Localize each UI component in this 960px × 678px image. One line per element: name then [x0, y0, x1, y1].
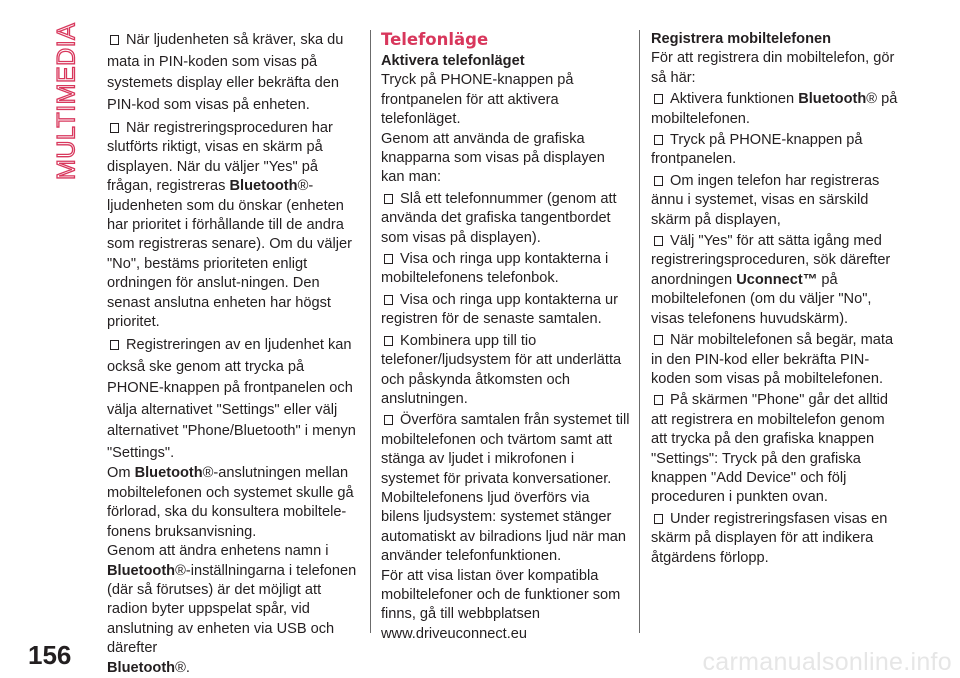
- checkbox-bullet-icon: [384, 194, 393, 204]
- bullet-paragraph: Tryck på PHONE-knappen på frontpanelen.: [651, 132, 863, 168]
- bullet-paragraph: Registreringen av en ljudenhet kan också ske genom att trycka på PHONE-knappen på frontpanelen och välja alternativet "Settings" eller välj alternativet "Phone/Bluetooth" i menyn "Settings".: [107, 337, 356, 461]
- bullet-paragraph: Slå ett telefonnummer (genom att använda det grafiska tangentbordet som visas på displayen).: [381, 190, 617, 246]
- checkbox-bullet-icon: [654, 335, 663, 345]
- checkbox-bullet-icon: [384, 415, 393, 425]
- checkbox-bullet-icon: [384, 254, 393, 264]
- subheading: Aktivera telefonläget: [381, 53, 525, 69]
- bullet-paragraph: Välj "Yes" för att sätta igång med registreringsproceduren, sök därefter anordningen Uconnect™ på mobiltelefonen (om du väljer "No", visas telefonens huvudskärm).: [651, 233, 891, 327]
- body-paragraph: Genom att använda de grafiska knapparna som visas på displayen kan man:: [381, 130, 605, 186]
- checkbox-bullet-icon: [654, 395, 663, 405]
- bullet-paragraph: När registreringsproceduren har slutförts riktigt, visas en skärm på displayen. När du väljer "Yes" på frågan, registreras Bluetooth®-ljudenheten som du önskar (enheten har prioritet i förhållande till de andra som registreras senare). Om du väljer "No", bestäms prioriteten enligt ordningen för anslut-ningen. Den senast anslutna enheten har högst prioritet.: [107, 120, 352, 331]
- column-divider-right: [639, 30, 640, 633]
- bullet-paragraph: På skärmen "Phone" går det alltid att registrera en mobiltelefon genom att trycka på den grafiska knappen "Settings": Tryck på den grafiska knappen "Add Device" och följ proceduren i punkten ovan.: [651, 392, 889, 506]
- body-paragraph: Bluetooth®-inställningarna i telefonen (där så förutses) är det möjligt att radion byter uppspelat spår, vid anslutning av enheten via USB och därefter: [107, 562, 357, 657]
- body-paragraph: Bluetooth®.: [107, 659, 190, 676]
- checkbox-bullet-icon: [110, 340, 119, 350]
- subheading: Registrera mobiltelefonen: [651, 31, 832, 47]
- bullet-paragraph: Visa och ringa upp kontakterna ur registren för de senaste samtalen.: [381, 291, 618, 328]
- body-paragraph: För att visa listan över kompatibla mobiltelefoner och de funktioner som finns, gå till webbplatsen www.driveuconnect.eu: [381, 567, 621, 642]
- checkbox-bullet-icon: [654, 94, 663, 104]
- column-2: [381, 30, 631, 644]
- body-paragraph: Om Bluetooth®-anslutningen mellan mobiltelefonen och systemet skulle gå förlorad, ska du konsultera mobiltele-fonens bruksanvisning.: [107, 465, 354, 540]
- watermark: carmanualsonline.info: [702, 648, 952, 676]
- checkbox-bullet-icon: [110, 123, 119, 133]
- checkbox-bullet-icon: [110, 35, 119, 45]
- checkbox-bullet-icon: [384, 295, 393, 305]
- column-1: [107, 30, 359, 678]
- bullet-paragraph: Överföra samtalen från systemet till mobiltelefonen och tvärtom samt att stänga av ljudet i mikrofonen i systemet för privata konversationer.: [381, 412, 630, 487]
- body-paragraph: Tryck på PHONE-knappen på frontpanelen för att aktivera telefonläget.: [381, 72, 574, 128]
- bullet-paragraph: Aktivera funktionen Bluetooth® på mobiltelefonen.: [651, 91, 898, 127]
- bullet-paragraph: När mobiltelefonen så begär, mata in den PIN-kod eller bekräfta PIN-koden som visas på mobiltelefonen.: [651, 332, 894, 387]
- checkbox-bullet-icon: [654, 236, 663, 246]
- checkbox-bullet-icon: [384, 336, 393, 346]
- section-title: Telefonläge: [381, 30, 489, 49]
- column-divider-left: [370, 30, 371, 633]
- body-paragraph: Genom att ändra enhetens namn i: [107, 543, 329, 560]
- bullet-paragraph: Visa och ringa upp kontakterna i mobiltelefonens telefonbok.: [381, 251, 609, 287]
- bullet-paragraph: Om ingen telefon har registreras ännu i systemet, visas en särskild skärm på displayen,: [651, 172, 880, 228]
- body-paragraph: Mobiltelefonens ljud överförs via bilens ljudsystem: systemet stänger automatiskt av bilradions ljud när man använder telefonfunktionen.: [381, 489, 626, 565]
- column-3: [651, 30, 903, 568]
- page-number: 156: [28, 640, 72, 670]
- bullet-paragraph: Under registreringsfasen visas en skärm på displayen för att indikera åtgärdens förlopp.: [651, 510, 888, 566]
- body-paragraph: För att registrera din mobiltelefon, gör så här:: [651, 50, 895, 86]
- bullet-paragraph: Kombinera upp till tio telefoner/ljudsystem för att underlätta och påskynda åtkomsten och anslutningen.: [381, 332, 622, 407]
- checkbox-bullet-icon: [654, 135, 663, 145]
- bullet-paragraph: När ljudenheten så kräver, ska du mata in PIN-koden som visas på systemets display eller bekräfta den PIN-kod som visas på enheten.: [107, 32, 344, 113]
- section-side-tab: MULTIMEDIA: [52, 22, 81, 181]
- checkbox-bullet-icon: [654, 514, 663, 524]
- checkbox-bullet-icon: [654, 176, 663, 186]
